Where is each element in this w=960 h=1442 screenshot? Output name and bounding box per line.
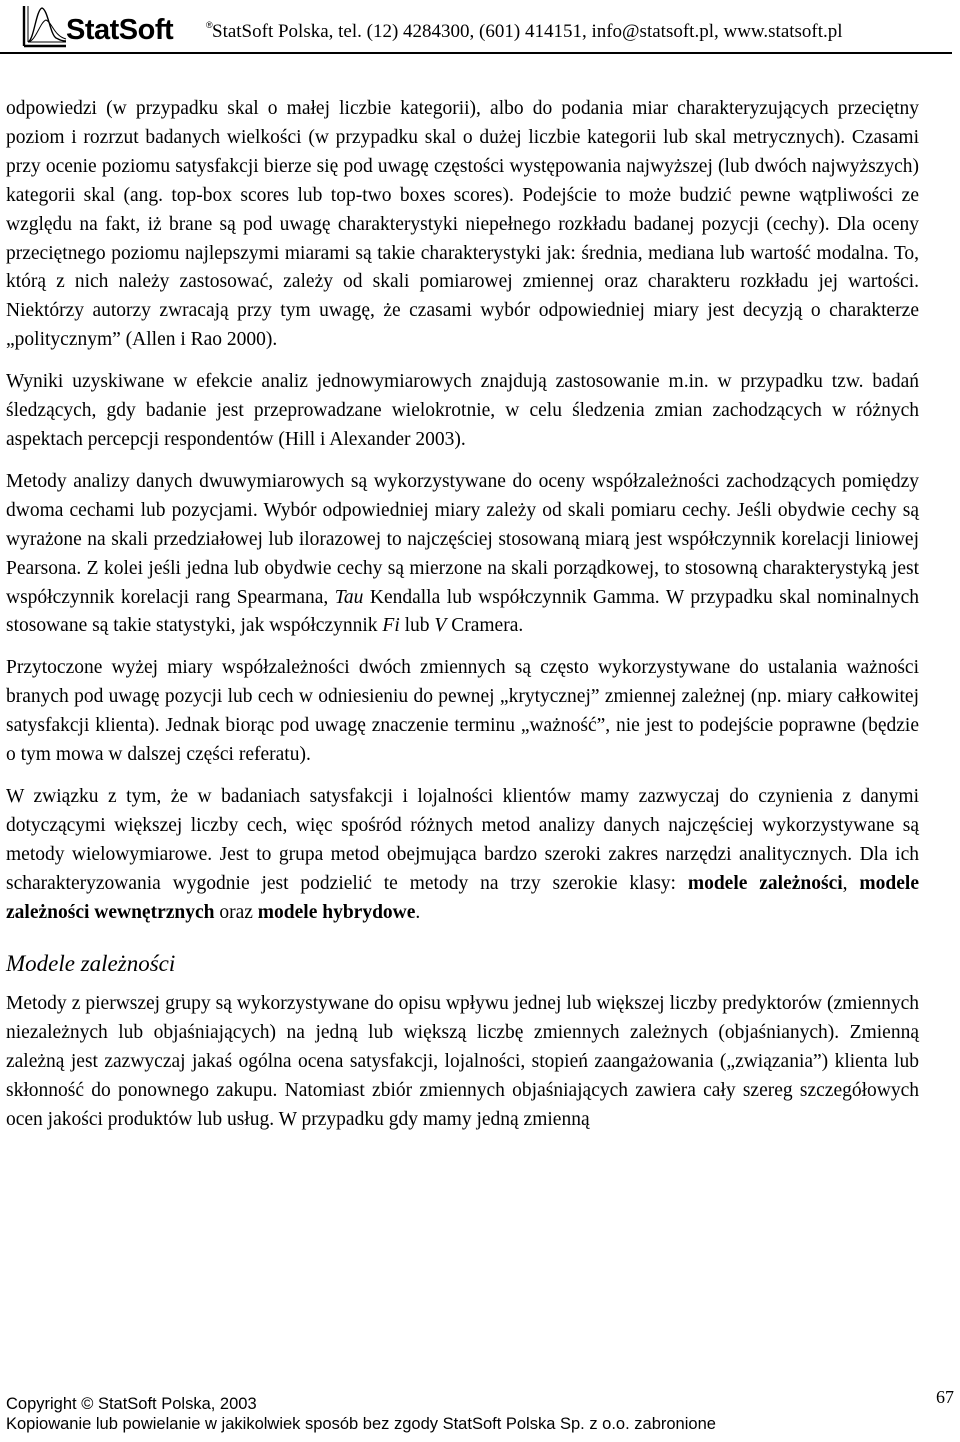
paragraph-4: Przytoczone wyżej miary współzależności dwóch zmiennych są często wykorzystywane do ustalania ważności branych pod uwagę pozycji lub cech w odniesieniu do pewnej „krytycznej” zmiennej zależnej (np. miary całkowitej satysfakcji klienta). Jednak biorąc pod uwagę znaczenie terminu „ważność”, nie jest to podejście poprawne (będzie o tym mowa w dalszej części referatu).	[6, 657, 919, 766]
statsoft-logo	[22, 2, 213, 48]
paragraph-5	[6, 783, 919, 928]
footer-copyright: Copyright © StatSoft Polska, 2003	[6, 1395, 257, 1413]
term-fi: Fi	[382, 615, 400, 637]
term-v: V	[434, 615, 447, 637]
term-modele-zaleznosci-wewnetrznych: modele zależności wewnętrznych	[6, 872, 919, 923]
document-body	[6, 95, 919, 1148]
paragraph-6: Metody z pierwszej grupy są wykorzystywane do opisu wpływu jednej lub większej liczby predyktorów (zmiennych niezależnych lub objaśniających) na jedną lub większą liczbę zmiennych zależnych (objaśnianych). Zmienną zależną jest zazwyczaj jakaś ogólna ocena satysfakcji, lojalności, stopień zaangażowania („związania”) klienta lub skłonność do ponownego zakupu. Natomiast zbiór zmiennych objaśniających zawiera cały szereg szczegółowych ocen jakości produktów lub usług. W przypadku gdy mamy jedną zmienną	[6, 993, 919, 1131]
term-modele-hybrydowe: modele hybrydowe	[257, 901, 416, 923]
paragraph-5-text-b: ,	[842, 872, 860, 894]
page-number: 67	[936, 1387, 954, 1407]
paragraph-3-text-c: lub	[399, 615, 435, 637]
paragraph-3-text-b: Kendalla lub współczynnik Gamma. W przypadku skal nominalnych stosowane są takie statystyki, jak współczynnik	[6, 586, 919, 637]
paragraph-5-text-c: oraz	[214, 901, 258, 923]
registered-mark: ®	[206, 20, 213, 30]
section-heading: Modele zależności	[6, 951, 176, 977]
paragraph-3	[6, 468, 919, 641]
term-tau: Tau	[334, 586, 364, 608]
paragraph-5-text-a: W związku z tym, że w badaniach satysfakcji i lojalności klientów mamy zazwyczaj do czynienia z danymi dotyczącymi większej liczby cech, więc spośród różnych metod analizy danych najczęściej wykorzystywane są metody wielowymiarowe. Jest to grupa metod obejmująca bardzo szeroki zakres narzędzi analitycznych. Dla ich scharakteryzowania wygodnie jest podzielić te metody na trzy szerokie klasy:	[6, 785, 919, 894]
paragraph-2: Wyniki uzyskiwane w efekcie analiz jednowymiarowych znajdują zastosowanie m.in. w przypadku tzw. badań śledzących, gdy badanie jest przeprowadzane wielokrotnie, w celu śledzenia zmian zachodzących w różnych aspektach percepcji respondentów (Hill i Alexander 2003).	[6, 371, 919, 450]
statsoft-logo-icon	[22, 2, 68, 48]
paragraph-1: odpowiedzi (w przypadku skal o małej liczbie kategorii), albo do podania miar charakteryzujących przeciętny poziom i rozrzut badanych wielkości (w przypadku skal o dużej liczbie kategorii lub skal metrycznych). Czasami przy ocenie poziomu satysfakcji bierze się pod uwagę częstości występowania najwyższej (lub dwóch najwyższych) kategorii skal (ang. top-box scores lub top-two boxes scores). Podejście to może budzić pewne wątpliwości ze względu na fakt, iż brane są pod uwagę charakterystyki niepełnego rozkładu badanej pozycji (cechy). Dla oceny przeciętnego poziomu najlepszymi miarami są takie charakterystyki jak: średnia, mediana lub wartość modalna. To, którą z nich należy zastosować, zależy od skali pomiarowej zmiennej oraz charakteru rozkładu jej wartości. Niektórzy autorzy zwracają przy tym uwagę, że czasami wybór odpowiedniej miary jest decyzją o charakterze „politycznym” (Allen i Rao 2000).	[6, 98, 919, 351]
logo-wordmark: StatSoft	[66, 14, 174, 46]
header-divider	[0, 52, 952, 54]
paragraph-5-text-d: .	[415, 901, 421, 923]
paragraph-3-text-d: Cramera.	[446, 615, 524, 637]
term-modele-zaleznosci: modele zależności	[687, 872, 843, 894]
footer-disclaimer: Kopiowanie lub powielanie w jakikolwiek sposób bez zgody StatSoft Polska Sp. z o.o. zabronione	[6, 1415, 716, 1433]
paragraph-3-text-a: Metody analizy danych dwuwymiarowych są wykorzystywane do oceny współzależności zachodzących pomiędzy dwoma cechami lub pozycjami. Wybór odpowiedniej miary zależy od skali pomiaru cechy. Jeśli obydwie cechy są wyrażone na skali przedziałowej lub ilorazowej to najczęściej stosowaną miarą jest współczynnik korelacji liniowej Pearsona. Z kolei jeśli jedna lub obydwie cechy są mierzone na skali porządkowej, to stosowną charakterystyką jest współczynnik korelacji rang Spearmana,	[6, 470, 919, 608]
page-header	[0, 0, 960, 60]
header-contact: StatSoft Polska, tel. (12) 4284300, (601) 414151, info@statsoft.pl, www.statsoft.pl	[212, 21, 843, 42]
page-footer	[6, 1394, 956, 1434]
